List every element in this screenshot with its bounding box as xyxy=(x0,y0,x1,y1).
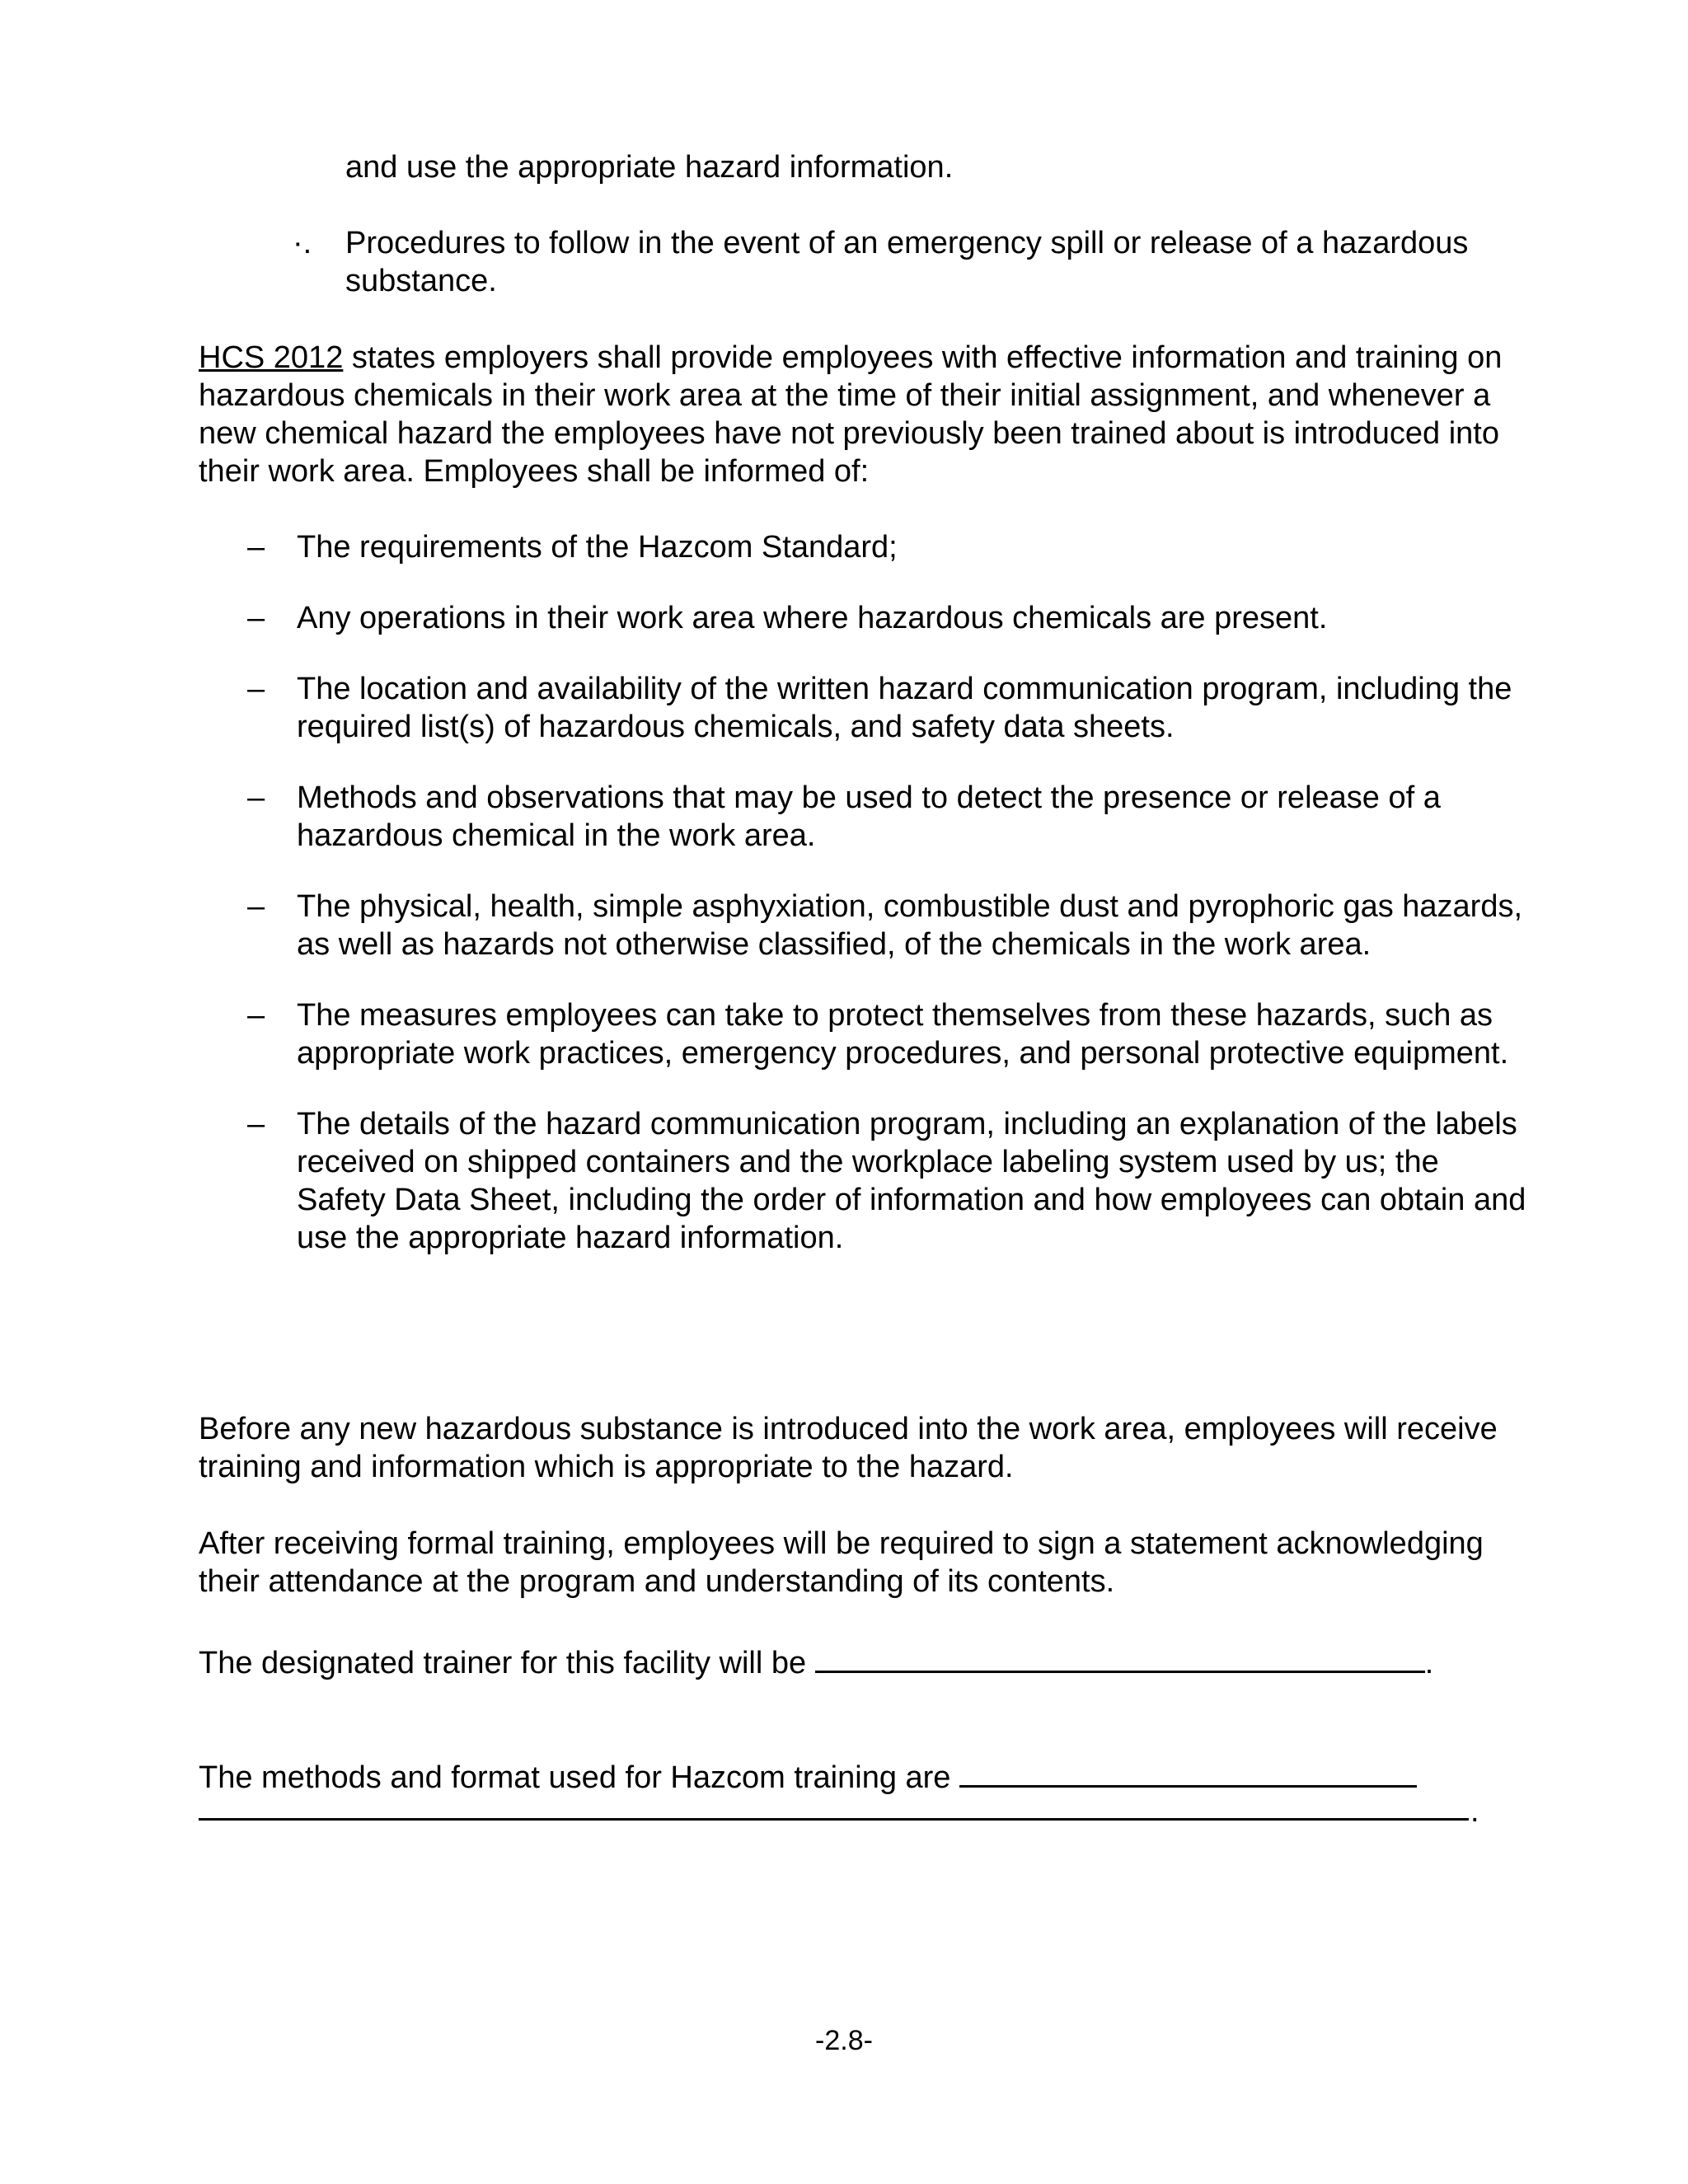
list-item-text: The requirements of the Hazcom Standard; xyxy=(297,530,898,565)
list-item xyxy=(247,779,1533,855)
list-item xyxy=(247,888,1533,963)
dash-mark: – xyxy=(247,998,265,1033)
trainer-blank[interactable] xyxy=(815,1639,1425,1673)
hcs-2012-reference: HCS 2012 xyxy=(199,340,344,375)
trainer-line xyxy=(199,1639,1517,1682)
trainer-label: The designated trainer for this facility will be xyxy=(199,1646,815,1680)
list-item xyxy=(247,599,1533,637)
list-item-text: The details of the hazard communication program, including an explanation of the labels received on shipped containers and the workplace labeling system used by us; the Safety Data Sheet, including the order of information and how employees can obtain and use the appropriate hazard information. xyxy=(297,1107,1526,1255)
informed-list xyxy=(247,528,1533,1290)
methods-label: The methods and format used for Hazcom training are xyxy=(199,1760,960,1795)
list-item-text: The physical, health, simple asphyxiation, combustible dust and pyrophoric gas hazards, as well as hazards not otherwise classified, of the chemicals in the work area. xyxy=(297,889,1523,962)
bullet-item xyxy=(293,224,1529,300)
page-number: -2.8- xyxy=(815,2025,873,2056)
before-introduction-paragraph: Before any new hazardous substance is introduced into the work area, employees will receive training and information which is appropriate to the hazard. xyxy=(199,1412,1498,1484)
dash-mark: – xyxy=(247,601,265,635)
list-item xyxy=(247,996,1533,1072)
continued-text: and use the appropriate hazard information. xyxy=(345,150,954,185)
dash-mark: – xyxy=(247,1107,265,1141)
dash-mark: – xyxy=(247,530,265,565)
list-item-text: Methods and observations that may be used to detect the presence or release of a hazardous chemical in the work area. xyxy=(297,780,1441,853)
methods-blank[interactable] xyxy=(959,1754,1417,1788)
list-item-text: The location and availability of the written hazard communication program, including the required list(s) of hazardous chemicals, and safety data sheets. xyxy=(297,672,1512,744)
dash-mark: – xyxy=(247,672,265,706)
list-item-text: The measures employees can take to protect themselves from these hazards, such as appropriate work practices, emergency procedures, and personal protective equipment. xyxy=(297,998,1509,1071)
hcs-paragraph-text: states employers shall provide employees with effective information and training on hazardous chemicals in their work area at the time of their initial assignment, and whenever a new chemical hazard the employees have not previously been trained about is introduced into their work area. Employees shall be informed of: xyxy=(199,340,1503,489)
after-training-paragraph: After receiving formal training, employees will be required to sign a statement acknowledging their attendance at the program and understanding of its contents. xyxy=(199,1526,1484,1599)
bullet-mark: ·. xyxy=(293,226,312,260)
dash-mark: – xyxy=(247,889,265,924)
hcs-paragraph xyxy=(199,339,1517,490)
list-item xyxy=(247,1105,1533,1257)
methods-line xyxy=(199,1754,1517,1797)
list-item xyxy=(247,670,1533,746)
list-item-text: Any operations in their work area where hazardous chemicals are present. xyxy=(297,601,1328,635)
trainer-period: . xyxy=(1424,1646,1434,1680)
methods-period: . xyxy=(1470,1794,1479,1829)
list-item xyxy=(247,528,1533,566)
dash-mark: – xyxy=(247,780,265,815)
bullet-text: Procedures to follow in the event of an emergency spill or release of a hazardous substance. xyxy=(345,226,1469,298)
methods-blank-continued[interactable] xyxy=(199,1818,1469,1821)
